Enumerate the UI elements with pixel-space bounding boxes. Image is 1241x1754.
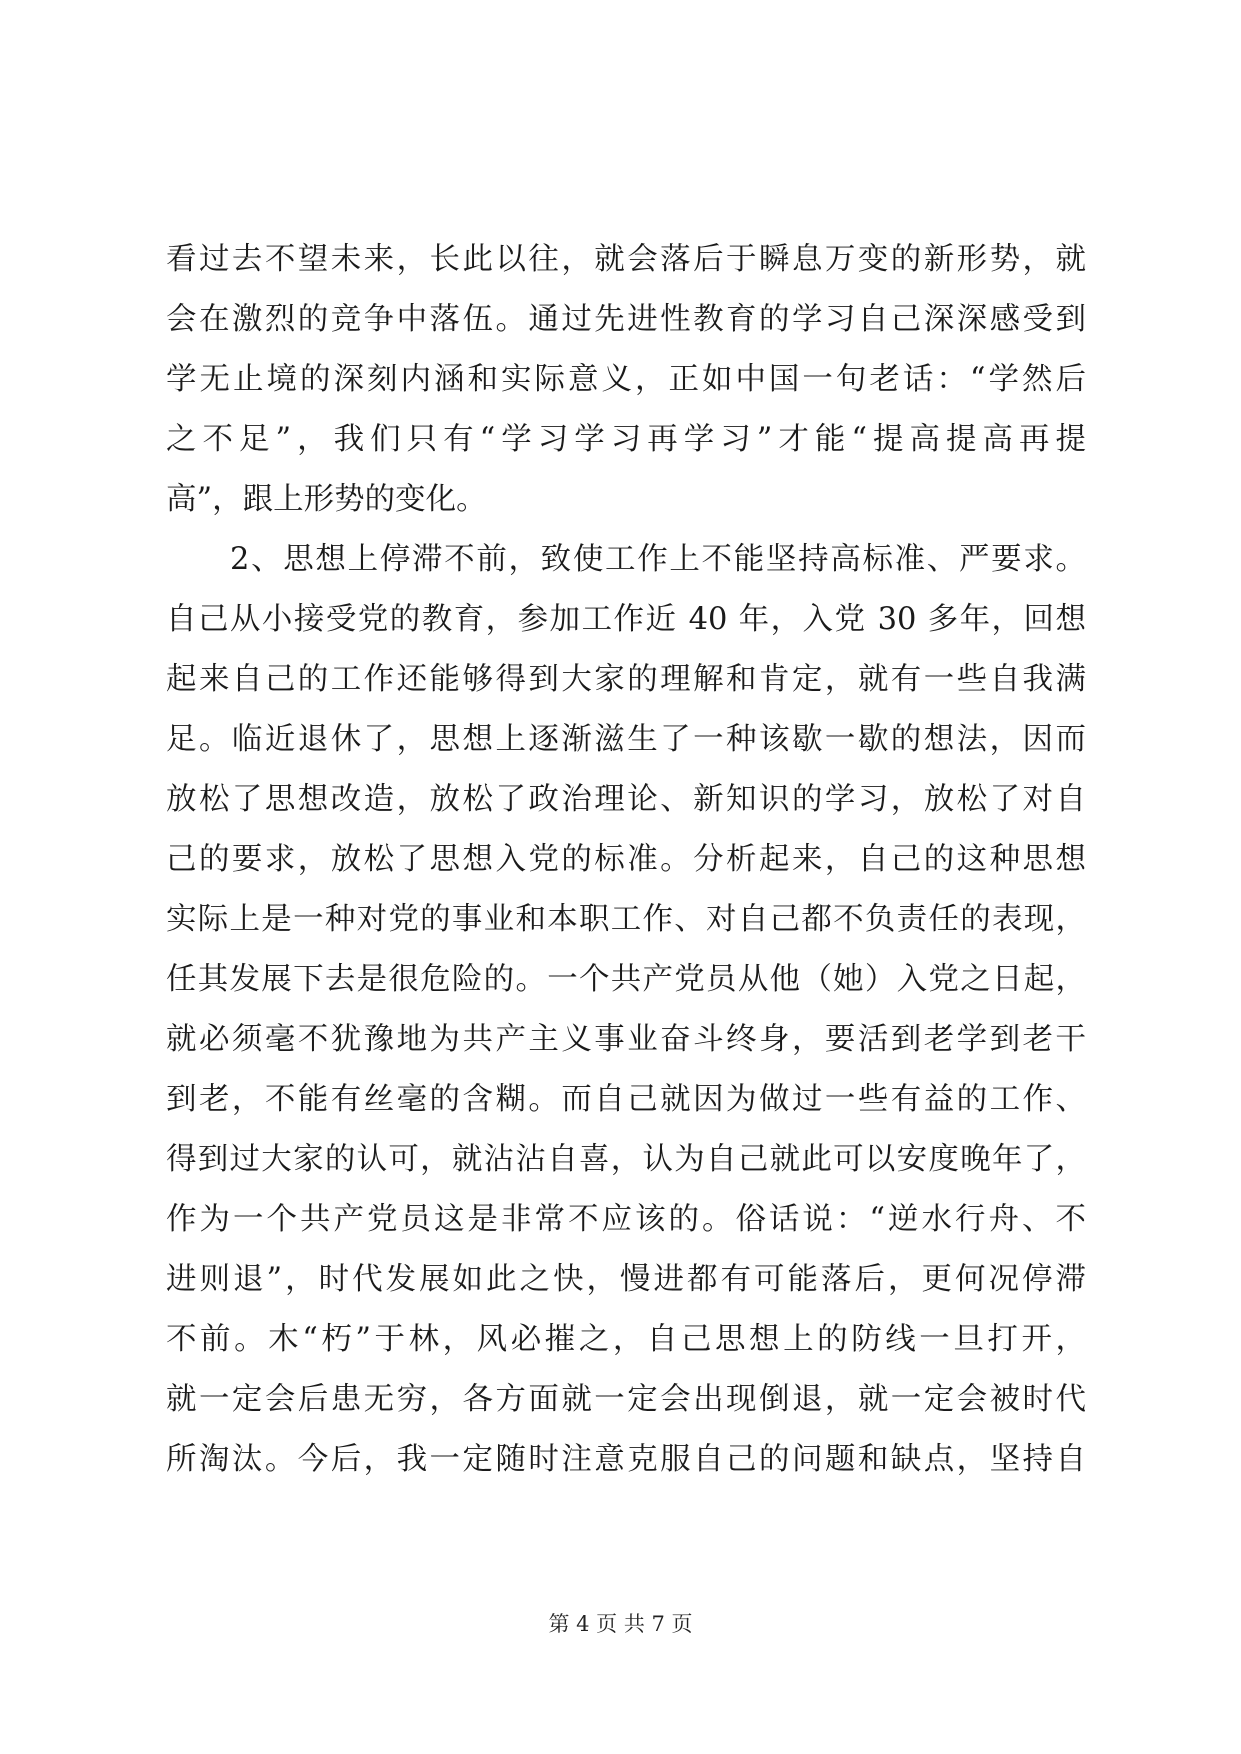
text-line: 看过去不望未来，长此以往，就会落后于瞬息万变的新形势，就 bbox=[166, 242, 1086, 277]
page-number-footer: 第 4 页 共 7 页 bbox=[548, 1612, 693, 1636]
text-line: 就必须毫不犹豫地为共产主义事业奋斗终身，要活到老学到老干 bbox=[166, 1022, 1086, 1057]
text-line: 己的要求，放松了思想入党的标准。分析起来，自己的这种思想 bbox=[166, 842, 1086, 877]
text-line: 就一定会后患无穷，各方面就一定会出现倒退，就一定会被时代 bbox=[166, 1382, 1086, 1417]
text-line: 高”，跟上形势的变化。 bbox=[166, 482, 487, 517]
text-line: 起来自己的工作还能够得到大家的理解和肯定，就有一些自我满 bbox=[166, 662, 1086, 697]
text-line: 实际上是一种对党的事业和本职工作、对自己都不负责任的表现， bbox=[166, 902, 1086, 937]
text-line: 不前。木“朽”于林，风必摧之，自己思想上的防线一旦打开， bbox=[166, 1322, 1086, 1357]
text-line: 任其发展下去是很危险的。一个共产党员从他（她）入党之日起， bbox=[166, 962, 1086, 997]
text-line: 学无止境的深刻内涵和实际意义，正如中国一句老话：“学然后 bbox=[166, 362, 1086, 397]
text-line: 得到过大家的认可，就沾沾自喜，认为自己就此可以安度晚年了， bbox=[166, 1142, 1086, 1177]
text-line: 足。临近退休了，思想上逐渐滋生了一种该歇一歇的想法，因而 bbox=[166, 722, 1086, 757]
text-line: 放松了思想改造，放松了政治理论、新知识的学习，放松了对自 bbox=[166, 782, 1086, 817]
text-line: 所淘汰。今后，我一定随时注意克服自己的问题和缺点，坚持自 bbox=[166, 1442, 1086, 1477]
body-text bbox=[166, 230, 1086, 1490]
text-line: 进则退”，时代发展如此之快，慢进都有可能落后，更何况停滞 bbox=[166, 1262, 1086, 1297]
text-line: 之不足”，我们只有“学习学习再学习”才能“提高提高再提 bbox=[166, 422, 1086, 457]
text-line: 到老，不能有丝毫的含糊。而自己就因为做过一些有益的工作、 bbox=[166, 1082, 1086, 1117]
text-line: 作为一个共产党员这是非常不应该的。俗话说：“逆水行舟、不 bbox=[166, 1202, 1086, 1237]
text-line: 2、思想上停滞不前，致使工作上不能坚持高标准、严要求。 bbox=[230, 542, 1086, 577]
text-line: 会在激烈的竞争中落伍。通过先进性教育的学习自己深深感受到 bbox=[166, 302, 1086, 337]
text-line: 自己从小接受党的教育，参加工作近 40 年，入党 30 多年，回想 bbox=[166, 602, 1086, 637]
